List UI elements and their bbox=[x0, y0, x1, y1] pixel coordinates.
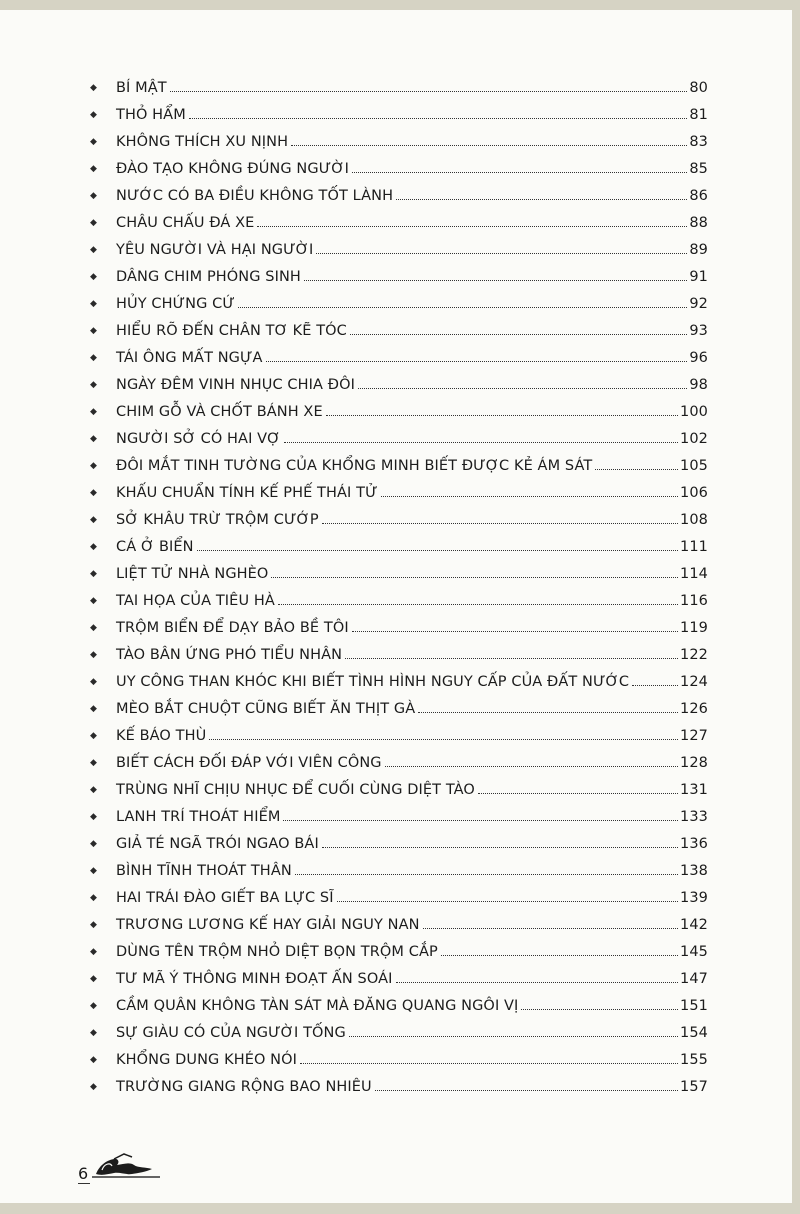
dot-leader bbox=[478, 793, 678, 794]
toc-entry-title: TÀO BÂN ỨNG PHÓ TIỂU NHÂN bbox=[116, 647, 343, 663]
toc-entry-page: 108 bbox=[680, 512, 708, 528]
toc-entry-page: 133 bbox=[680, 809, 708, 825]
toc-entry-title: MÈO BẮT CHUỘT CŨNG BIẾT ĂN THỊT GÀ bbox=[116, 701, 416, 717]
toc-entry-page: 106 bbox=[680, 485, 708, 501]
toc-entry-page: 102 bbox=[680, 431, 708, 447]
toc-entry bbox=[90, 728, 708, 755]
toc-entry-page: 114 bbox=[680, 566, 708, 582]
toc-entry-page: 81 bbox=[689, 107, 708, 123]
diamond-bullet-icon: ◆ bbox=[90, 623, 98, 633]
toc-entry-title: DÂNG CHIM PHÓNG SINH bbox=[116, 269, 301, 285]
dot-leader bbox=[278, 604, 678, 605]
diamond-bullet-icon: ◆ bbox=[90, 353, 98, 363]
dot-leader bbox=[326, 415, 678, 416]
toc-entry-page: 122 bbox=[680, 647, 708, 663]
toc-entry-title: GIẢ TÉ NGÃ TRÓI NGAO BÁI bbox=[116, 836, 319, 852]
toc-entry bbox=[90, 485, 708, 512]
diamond-bullet-icon: ◆ bbox=[90, 110, 98, 120]
toc-entry-title: KHỔNG DUNG KHÉO NÓI bbox=[116, 1052, 298, 1068]
toc-entry-page: 89 bbox=[689, 242, 708, 258]
toc-entry bbox=[90, 620, 708, 647]
toc-entry bbox=[90, 377, 708, 404]
toc-entry-page: 111 bbox=[680, 539, 708, 555]
diamond-bullet-icon: ◆ bbox=[90, 407, 98, 417]
toc-entry bbox=[90, 242, 708, 269]
book-page bbox=[0, 10, 792, 1203]
toc-entry-page: 157 bbox=[680, 1079, 708, 1095]
diamond-bullet-icon: ◆ bbox=[90, 1082, 98, 1092]
dot-leader bbox=[632, 685, 678, 686]
toc-entry bbox=[90, 350, 708, 377]
dot-leader bbox=[595, 469, 678, 470]
toc-entry-page: 139 bbox=[680, 890, 708, 906]
dot-leader bbox=[385, 766, 678, 767]
toc-entry-page: 116 bbox=[680, 593, 708, 609]
dot-leader bbox=[396, 199, 687, 200]
toc-entry-page: 85 bbox=[689, 161, 708, 177]
toc-entry bbox=[90, 80, 708, 107]
toc-entry-title: NƯỚC CÓ BA ĐIỀU KHÔNG TỐT LÀNH bbox=[116, 188, 394, 204]
diamond-bullet-icon: ◆ bbox=[90, 83, 98, 93]
toc-entry-title: LANH TRÍ THOÁT HIỂM bbox=[116, 809, 281, 825]
dot-leader bbox=[441, 955, 678, 956]
toc-entry-title: CHIM GỖ VÀ CHỐT BÁNH XE bbox=[116, 404, 323, 420]
toc-entry bbox=[90, 512, 708, 539]
page-footer bbox=[78, 1150, 162, 1184]
toc-entry bbox=[90, 944, 708, 971]
dot-leader bbox=[322, 847, 678, 848]
toc-entry bbox=[90, 107, 708, 134]
toc-entry-title: SỞ KHÂU TRỪ TRỘM CƯỚP bbox=[116, 512, 319, 528]
toc-entry-page: 80 bbox=[689, 80, 708, 96]
table-of-contents bbox=[90, 80, 708, 1106]
diamond-bullet-icon: ◆ bbox=[90, 542, 98, 552]
diamond-bullet-icon: ◆ bbox=[90, 1001, 98, 1011]
toc-entry-title: DÙNG TÊN TRỘM NHỎ DIỆT BỌN TRỘM CẮP bbox=[116, 944, 438, 960]
toc-entry-title: TÁI ÔNG MẤT NGỰA bbox=[116, 350, 263, 366]
diamond-bullet-icon: ◆ bbox=[90, 191, 98, 201]
toc-entry bbox=[90, 1052, 708, 1079]
toc-entry-title: KHẤU CHUẨN TÍNH KẾ PHẾ THÁI TỬ bbox=[116, 485, 378, 501]
toc-entry-title: BÍ MẬT bbox=[116, 80, 167, 96]
diamond-bullet-icon: ◆ bbox=[90, 677, 98, 687]
dot-leader bbox=[418, 712, 678, 713]
toc-entry-title: HỦY CHỨNG CỨ bbox=[116, 296, 235, 312]
toc-entry-page: 145 bbox=[680, 944, 708, 960]
dot-leader bbox=[352, 631, 678, 632]
dot-leader bbox=[238, 307, 687, 308]
toc-entry-title: THỎ HẨM bbox=[116, 107, 186, 123]
toc-entry-title: TRƯƠNG LƯƠNG KẾ HAY GIẢI NGUY NAN bbox=[116, 917, 420, 933]
toc-entry-title: TRƯỜNG GIANG RỘNG BAO NHIÊU bbox=[116, 1079, 372, 1095]
dot-leader bbox=[345, 658, 678, 659]
page-number: 6 bbox=[78, 1164, 89, 1183]
toc-entry-title: BIẾT CÁCH ĐỐI ĐÁP VỚI VIÊN CÔNG bbox=[116, 755, 382, 771]
toc-entry-title: HIỂU RÕ ĐẾN CHÂN TƠ KẼ TÓC bbox=[116, 323, 347, 339]
toc-entry-title: NGÀY ĐÊM VINH NHỤC CHIA ĐÔI bbox=[116, 377, 355, 393]
toc-entry-title: SỰ GIÀU CÓ CỦA NGƯỜI TỐNG bbox=[116, 1025, 346, 1041]
toc-entry-page: 105 bbox=[680, 458, 708, 474]
toc-entry-page: 98 bbox=[689, 377, 708, 393]
toc-entry-page: 138 bbox=[680, 863, 708, 879]
diamond-bullet-icon: ◆ bbox=[90, 1055, 98, 1065]
toc-entry bbox=[90, 188, 708, 215]
toc-entry-title: BÌNH TĨNH THOÁT THÂN bbox=[116, 863, 292, 879]
toc-entry bbox=[90, 215, 708, 242]
diamond-bullet-icon: ◆ bbox=[90, 461, 98, 471]
toc-entry bbox=[90, 755, 708, 782]
dot-leader bbox=[375, 1090, 678, 1091]
toc-entry-page: 154 bbox=[680, 1025, 708, 1041]
dot-leader bbox=[358, 388, 687, 389]
toc-entry-title: CHÂU CHẤU ĐÁ XE bbox=[116, 215, 255, 231]
diamond-bullet-icon: ◆ bbox=[90, 380, 98, 390]
dot-leader bbox=[304, 280, 687, 281]
toc-entry-page: 127 bbox=[680, 728, 708, 744]
dot-leader bbox=[271, 577, 678, 578]
toc-entry-page: 96 bbox=[689, 350, 708, 366]
diamond-bullet-icon: ◆ bbox=[90, 785, 98, 795]
diamond-bullet-icon: ◆ bbox=[90, 866, 98, 876]
toc-entry-page: 88 bbox=[689, 215, 708, 231]
diamond-bullet-icon: ◆ bbox=[90, 434, 98, 444]
toc-entry bbox=[90, 134, 708, 161]
toc-entry bbox=[90, 593, 708, 620]
toc-entry bbox=[90, 998, 708, 1025]
toc-entry-page: 92 bbox=[689, 296, 708, 312]
toc-entry-title: UY CÔNG THAN KHÓC KHI BIẾT TÌNH HÌNH NGUY CẤP CỦA ĐẤT NƯỚC bbox=[116, 674, 630, 690]
toc-entry-page: 151 bbox=[680, 998, 708, 1014]
diamond-bullet-icon: ◆ bbox=[90, 569, 98, 579]
toc-entry bbox=[90, 161, 708, 188]
dot-leader bbox=[266, 361, 688, 362]
toc-entry bbox=[90, 701, 708, 728]
dot-leader bbox=[423, 928, 678, 929]
dot-leader bbox=[350, 334, 687, 335]
dot-leader bbox=[291, 145, 687, 146]
toc-entry bbox=[90, 323, 708, 350]
toc-entry-title: TAI HỌA CỦA TIÊU HÀ bbox=[116, 593, 275, 609]
toc-entry bbox=[90, 863, 708, 890]
toc-entry-title: TRỘM BIỂN ĐỂ DẠY BẢO BỀ TÔI bbox=[116, 620, 349, 636]
toc-entry-title: YÊU NGƯỜI VÀ HẠI NGƯỜI bbox=[116, 242, 314, 258]
dot-leader bbox=[284, 442, 679, 443]
diamond-bullet-icon: ◆ bbox=[90, 488, 98, 498]
toc-entry bbox=[90, 917, 708, 944]
toc-entry-page: 119 bbox=[680, 620, 708, 636]
toc-entry bbox=[90, 809, 708, 836]
diamond-bullet-icon: ◆ bbox=[90, 947, 98, 957]
dot-leader bbox=[197, 550, 678, 551]
diamond-bullet-icon: ◆ bbox=[90, 812, 98, 822]
dot-leader bbox=[300, 1063, 678, 1064]
toc-entry-page: 83 bbox=[689, 134, 708, 150]
toc-entry-page: 91 bbox=[689, 269, 708, 285]
diamond-bullet-icon: ◆ bbox=[90, 164, 98, 174]
toc-entry bbox=[90, 836, 708, 863]
dot-leader bbox=[209, 739, 678, 740]
diamond-bullet-icon: ◆ bbox=[90, 704, 98, 714]
toc-entry bbox=[90, 458, 708, 485]
diamond-bullet-icon: ◆ bbox=[90, 758, 98, 768]
toc-entry-page: 86 bbox=[689, 188, 708, 204]
toc-entry-title: HAI TRÁI ĐÀO GIẾT BA LỰC SĨ bbox=[116, 890, 334, 906]
diamond-bullet-icon: ◆ bbox=[90, 515, 98, 525]
toc-entry-title: NGƯỜI SỞ CÓ HAI VỢ bbox=[116, 431, 281, 447]
toc-entry-page: 93 bbox=[689, 323, 708, 339]
dot-leader bbox=[521, 1009, 678, 1010]
toc-entry-title: ĐÀO TẠO KHÔNG ĐÚNG NGƯỜI bbox=[116, 161, 349, 177]
dot-leader bbox=[170, 91, 688, 92]
toc-entry-title: CÁ Ở BIỂN bbox=[116, 539, 194, 555]
toc-entry bbox=[90, 539, 708, 566]
diamond-bullet-icon: ◆ bbox=[90, 326, 98, 336]
diamond-bullet-icon: ◆ bbox=[90, 893, 98, 903]
diamond-bullet-icon: ◆ bbox=[90, 218, 98, 228]
toc-entry bbox=[90, 1079, 708, 1106]
toc-entry bbox=[90, 404, 708, 431]
diamond-bullet-icon: ◆ bbox=[90, 272, 98, 282]
toc-entry-title: LIỆT TỬ NHÀ NGHÈO bbox=[116, 566, 269, 582]
toc-entry-page: 142 bbox=[680, 917, 708, 933]
dot-leader bbox=[352, 172, 687, 173]
diamond-bullet-icon: ◆ bbox=[90, 974, 98, 984]
diamond-bullet-icon: ◆ bbox=[90, 299, 98, 309]
toc-entry-page: 155 bbox=[680, 1052, 708, 1068]
toc-entry bbox=[90, 566, 708, 593]
dot-leader bbox=[396, 982, 679, 983]
toc-entry bbox=[90, 782, 708, 809]
toc-entry-title: KẾ BÁO THÙ bbox=[116, 728, 207, 744]
diamond-bullet-icon: ◆ bbox=[90, 650, 98, 660]
dot-leader bbox=[295, 874, 678, 875]
toc-entry-title: ĐÔI MẮT TINH TƯỜNG CỦA KHỔNG MINH BIẾT ĐƯỢC KẺ ÁM SÁT bbox=[116, 458, 593, 474]
toc-entry-title: CẦM QUÂN KHÔNG TÀN SÁT MÀ ĐĂNG QUANG NGÔI VỊ bbox=[116, 998, 519, 1014]
diamond-bullet-icon: ◆ bbox=[90, 245, 98, 255]
toc-entry-title: KHÔNG THÍCH XU NỊNH bbox=[116, 134, 289, 150]
toc-entry bbox=[90, 1025, 708, 1052]
toc-entry-page: 131 bbox=[680, 782, 708, 798]
toc-entry bbox=[90, 431, 708, 458]
toc-entry-page: 147 bbox=[680, 971, 708, 987]
toc-entry bbox=[90, 971, 708, 998]
dot-leader bbox=[257, 226, 687, 227]
dot-leader bbox=[337, 901, 678, 902]
diamond-bullet-icon: ◆ bbox=[90, 920, 98, 930]
toc-entry-page: 128 bbox=[680, 755, 708, 771]
toc-entry bbox=[90, 269, 708, 296]
dot-leader bbox=[322, 523, 678, 524]
toc-entry bbox=[90, 296, 708, 323]
toc-entry bbox=[90, 674, 708, 701]
dot-leader bbox=[316, 253, 687, 254]
diamond-bullet-icon: ◆ bbox=[90, 137, 98, 147]
dot-leader bbox=[283, 820, 678, 821]
toc-entry-page: 124 bbox=[680, 674, 708, 690]
diamond-bullet-icon: ◆ bbox=[90, 731, 98, 741]
toc-entry-page: 100 bbox=[680, 404, 708, 420]
toc-entry-page: 136 bbox=[680, 836, 708, 852]
running-figure-icon bbox=[90, 1150, 162, 1184]
toc-entry-page: 126 bbox=[680, 701, 708, 717]
diamond-bullet-icon: ◆ bbox=[90, 1028, 98, 1038]
toc-entry-title: TRÙNG NHĨ CHỊU NHỤC ĐỂ CUỐI CÙNG DIỆT TÀO bbox=[116, 782, 475, 798]
toc-entry-title: TƯ MÃ Ý THÔNG MINH ĐOẠT ẤN SOÁI bbox=[116, 971, 393, 987]
diamond-bullet-icon: ◆ bbox=[90, 839, 98, 849]
toc-entry bbox=[90, 890, 708, 917]
toc-entry bbox=[90, 647, 708, 674]
dot-leader bbox=[349, 1036, 678, 1037]
dot-leader bbox=[189, 118, 688, 119]
dot-leader bbox=[381, 496, 678, 497]
diamond-bullet-icon: ◆ bbox=[90, 596, 98, 606]
